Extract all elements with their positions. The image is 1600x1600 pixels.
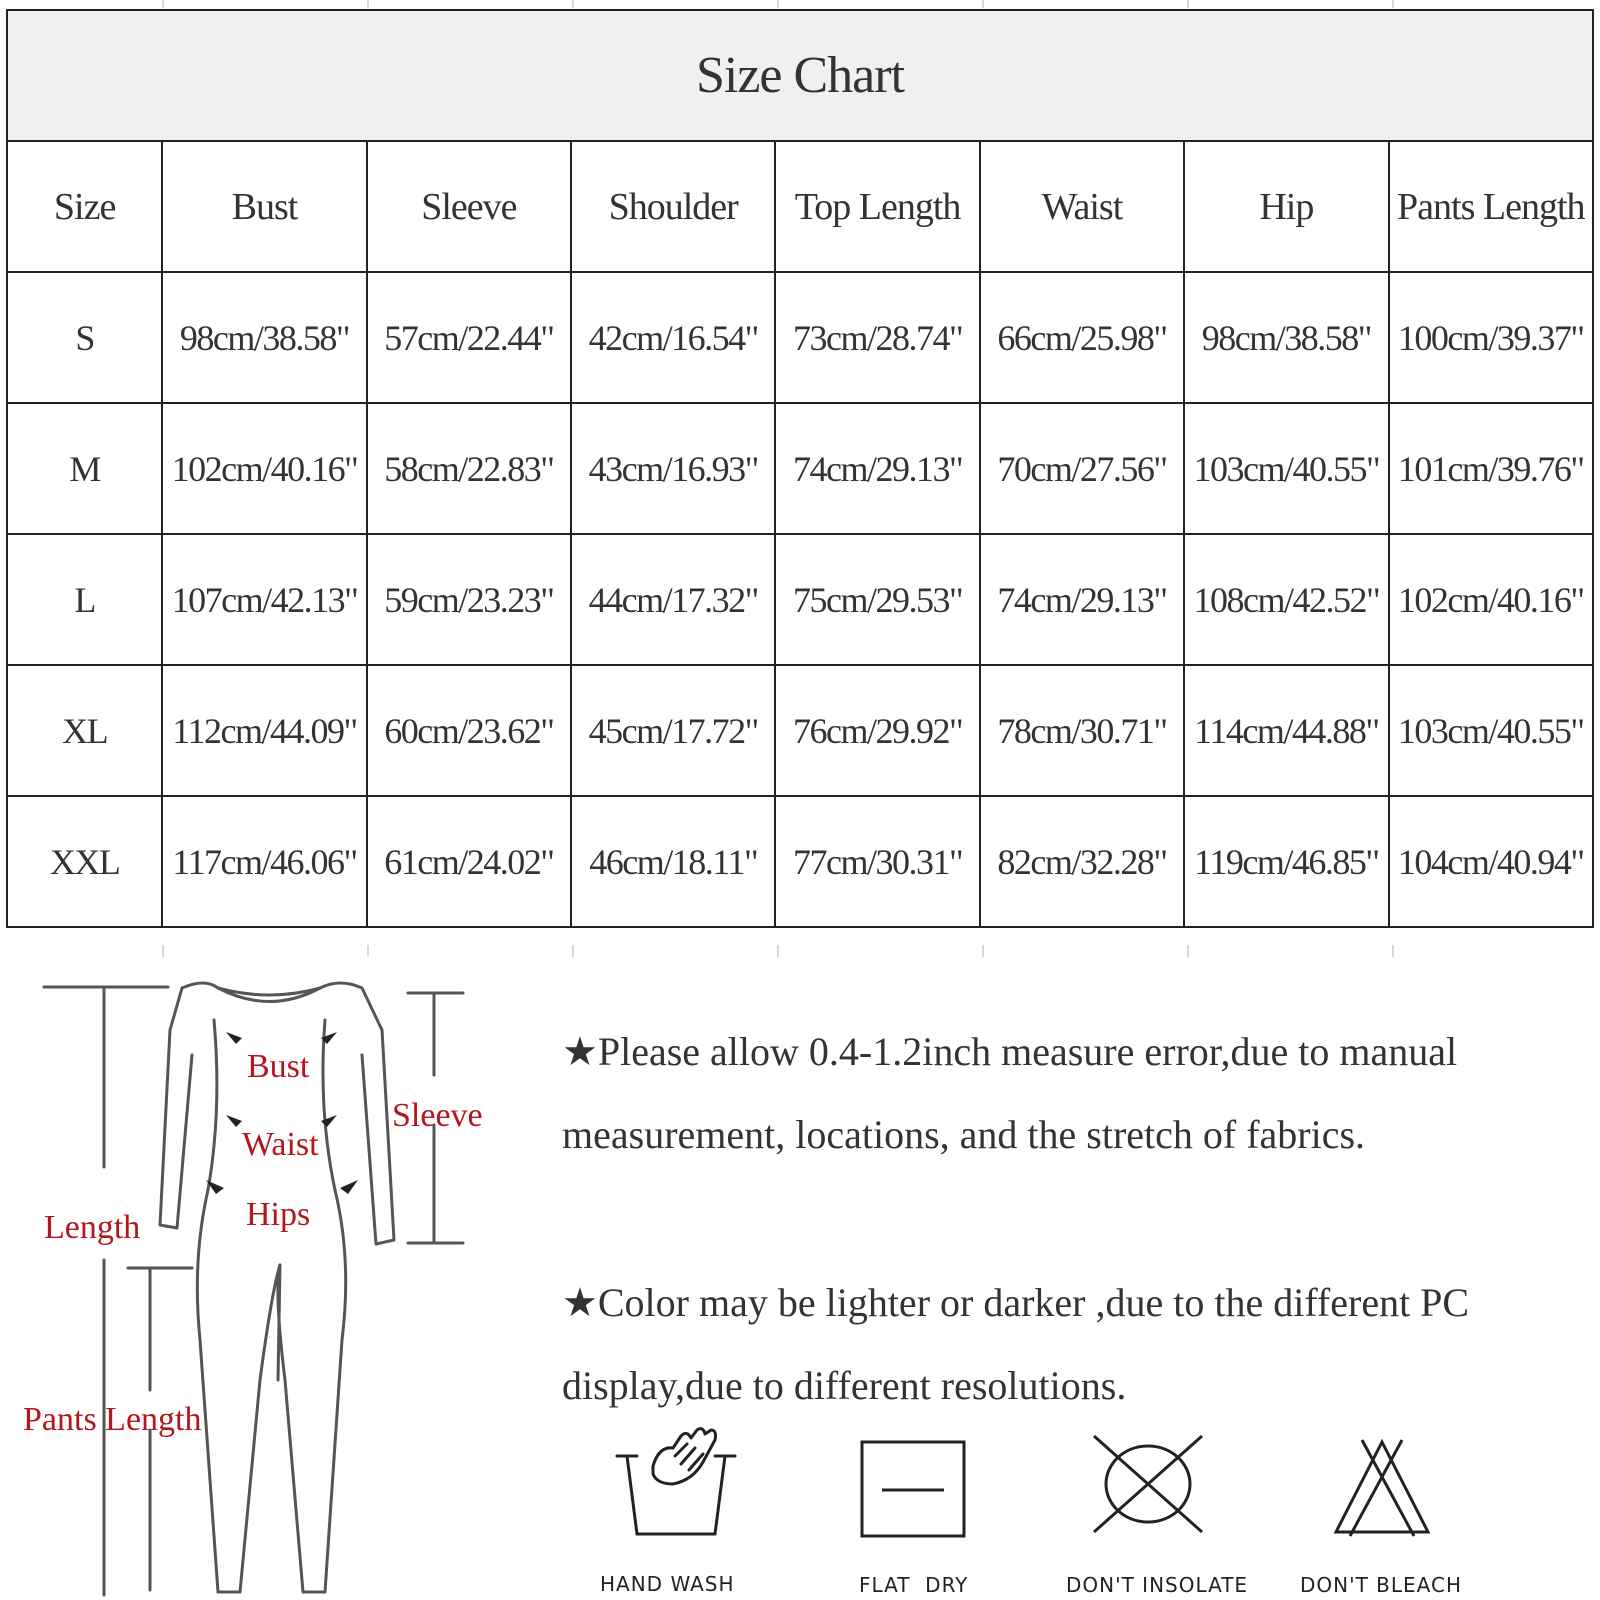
size-cell: XL bbox=[7, 665, 162, 796]
measurement-cell: 46cm/18.11" bbox=[571, 796, 775, 927]
table-row bbox=[7, 796, 1593, 927]
measurement-cell: 107cm/42.13" bbox=[162, 534, 366, 665]
measurement-cell: 114cm/44.88" bbox=[1184, 665, 1388, 796]
figure-label-hips: Hips bbox=[246, 1196, 311, 1233]
measurement-cell: 82cm/32.28" bbox=[980, 796, 1184, 927]
measurement-cell: 44cm/17.32" bbox=[571, 534, 775, 665]
measurement-cell: 98cm/38.58" bbox=[162, 272, 366, 403]
measurement-cell: 117cm/46.06" bbox=[162, 796, 366, 927]
table-row bbox=[7, 534, 1593, 665]
measurement-cell: 101cm/39.76" bbox=[1389, 403, 1593, 534]
note-color-difference: ★Color may be lighter or darker ,due to the different PC display,due to different resolutions. bbox=[562, 1280, 1470, 1408]
measurement-cell: 77cm/30.31" bbox=[775, 796, 979, 927]
grid-tick bbox=[1187, 0, 1189, 8]
measurement-cell: 74cm/29.13" bbox=[775, 403, 979, 534]
grid-tick bbox=[367, 0, 369, 8]
grid-tick bbox=[1392, 0, 1394, 8]
grid-tick bbox=[982, 0, 984, 8]
care-label-hand-wash: HAND WASH bbox=[600, 1572, 735, 1596]
measurement-cell: 75cm/29.53" bbox=[775, 534, 979, 665]
measurement-cell: 108cm/42.52" bbox=[1184, 534, 1388, 665]
note-measure-error: ★Please allow 0.4-1.2inch measure error,due to manual measurement, locations, and the stretch of fabrics. bbox=[562, 1029, 1458, 1157]
size-chart-title: Size Chart bbox=[7, 10, 1593, 141]
figure-label-waist: Waist bbox=[242, 1126, 319, 1163]
care-label-flat-dry: FLAT DRY bbox=[859, 1573, 969, 1597]
header-waist: Waist bbox=[980, 141, 1184, 272]
measurement-cell: 66cm/25.98" bbox=[980, 272, 1184, 403]
care-label-dont-insolate: DON'T INSOLATE bbox=[1066, 1573, 1249, 1597]
header-shoulder: Shoulder bbox=[571, 141, 775, 272]
flat-dry-icon bbox=[860, 1440, 966, 1538]
measurement-cell: 102cm/40.16" bbox=[1389, 534, 1593, 665]
measurement-cell: 102cm/40.16" bbox=[162, 403, 366, 534]
header-size: Size bbox=[7, 141, 162, 272]
measurement-cell: 76cm/29.92" bbox=[775, 665, 979, 796]
measurement-cell: 73cm/28.74" bbox=[775, 272, 979, 403]
header-sleeve: Sleeve bbox=[367, 141, 571, 272]
grid-tick bbox=[162, 0, 164, 8]
grid-tick bbox=[1392, 945, 1394, 957]
measurement-cell: 61cm/24.02" bbox=[367, 796, 571, 927]
measurement-cell: 119cm/46.85" bbox=[1184, 796, 1388, 927]
table-body bbox=[7, 272, 1593, 927]
grid-tick bbox=[367, 945, 369, 957]
measurement-cell: 98cm/38.58" bbox=[1184, 272, 1388, 403]
size-cell: M bbox=[7, 403, 162, 534]
measurement-cell: 42cm/16.54" bbox=[571, 272, 775, 403]
measurement-cell: 43cm/16.93" bbox=[571, 403, 775, 534]
measurement-cell: 74cm/29.13" bbox=[980, 534, 1184, 665]
measurement-cell: 103cm/40.55" bbox=[1184, 403, 1388, 534]
figure-label-bust: Bust bbox=[247, 1048, 310, 1085]
measurement-cell: 59cm/23.23" bbox=[367, 534, 571, 665]
hand-wash-icon bbox=[615, 1426, 737, 1536]
size-cell: L bbox=[7, 534, 162, 665]
grid-tick bbox=[162, 945, 164, 957]
table-row bbox=[7, 272, 1593, 403]
header-pants-length: Pants Length bbox=[1389, 141, 1593, 272]
care-label-dont-bleach: DON'T BLEACH bbox=[1300, 1573, 1463, 1597]
measurement-cell: 45cm/17.72" bbox=[571, 665, 775, 796]
header-hip: Hip bbox=[1184, 141, 1388, 272]
measurement-cell: 100cm/39.37" bbox=[1389, 272, 1593, 403]
table-row bbox=[7, 403, 1593, 534]
grid-tick bbox=[777, 0, 779, 8]
dont-insolate-icon bbox=[1088, 1432, 1208, 1536]
dont-bleach-icon bbox=[1330, 1436, 1434, 1538]
measurement-cell: 78cm/30.71" bbox=[980, 665, 1184, 796]
header-row bbox=[7, 141, 1593, 272]
size-chart-table bbox=[6, 9, 1594, 928]
grid-tick bbox=[777, 945, 779, 957]
measurement-cell: 58cm/22.83" bbox=[367, 403, 571, 534]
measurement-cell: 57cm/22.44" bbox=[367, 272, 571, 403]
figure-label-length: Length bbox=[44, 1209, 141, 1246]
grid-tick bbox=[1187, 945, 1189, 957]
measurement-cell: 103cm/40.55" bbox=[1389, 665, 1593, 796]
figure-label-pants-length: Pants Length bbox=[23, 1401, 202, 1438]
table-row bbox=[7, 665, 1593, 796]
header-bust: Bust bbox=[162, 141, 366, 272]
grid-tick bbox=[572, 945, 574, 957]
measurement-cell: 70cm/27.56" bbox=[980, 403, 1184, 534]
size-cell: XXL bbox=[7, 796, 162, 927]
figure-label-sleeve: Sleeve bbox=[392, 1097, 483, 1134]
grid-tick bbox=[572, 0, 574, 8]
measurement-cell: 60cm/23.62" bbox=[367, 665, 571, 796]
measurement-cell: 112cm/44.09" bbox=[162, 665, 366, 796]
size-cell: S bbox=[7, 272, 162, 403]
measurement-cell: 104cm/40.94" bbox=[1389, 796, 1593, 927]
grid-tick bbox=[982, 945, 984, 957]
header-top-length: Top Length bbox=[775, 141, 979, 272]
